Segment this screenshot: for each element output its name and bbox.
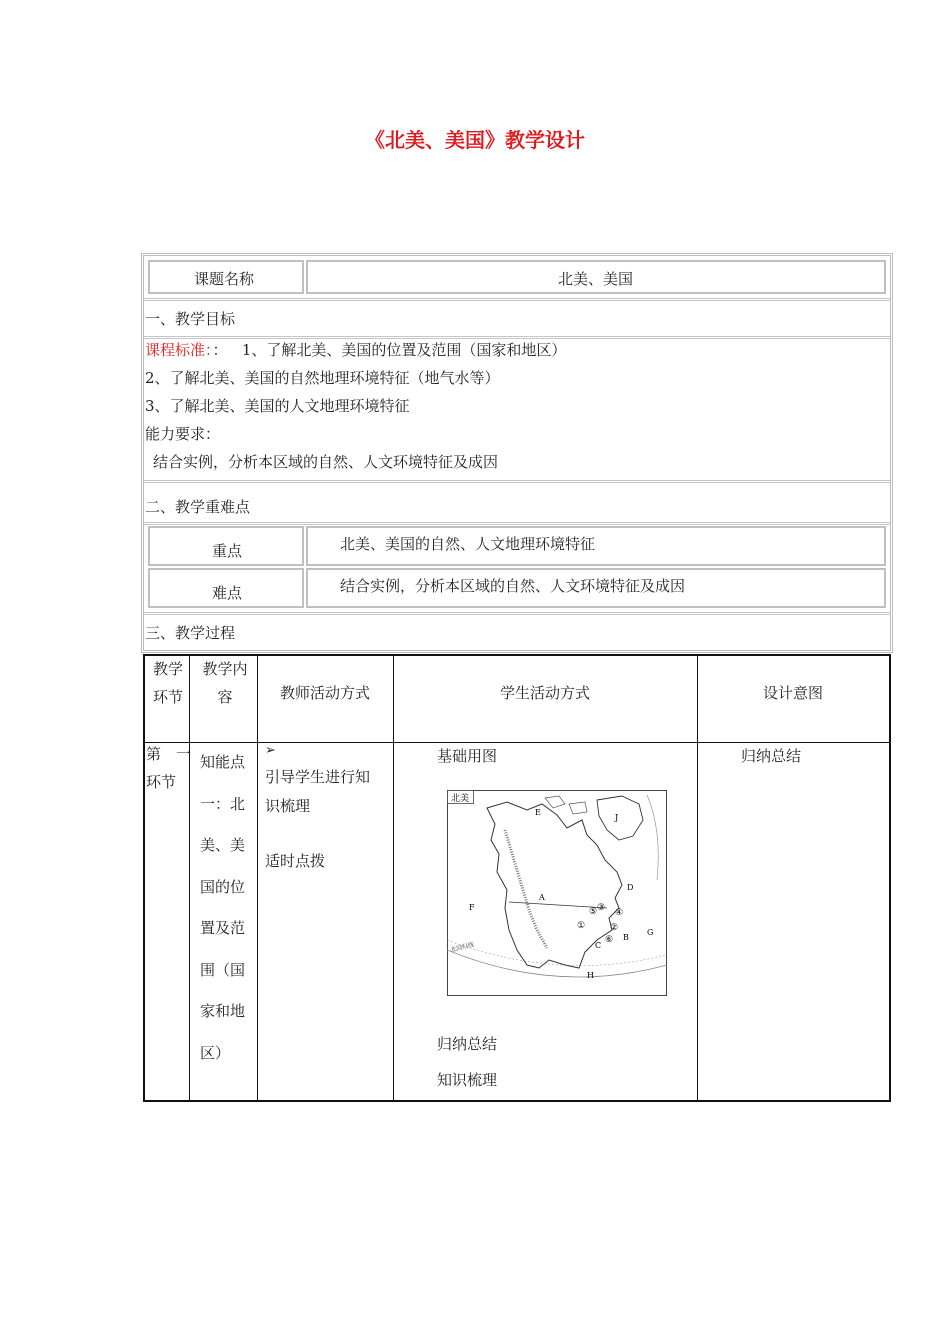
- header-stage: [151, 655, 185, 711]
- student-line: 归纳总结: [437, 1035, 498, 1053]
- content-line: 知能点: [200, 753, 246, 771]
- map-label: G: [647, 928, 654, 937]
- map-corner-label: 北美: [451, 794, 470, 804]
- content-line: 围（国: [200, 960, 246, 979]
- key-point-label-box: [148, 526, 304, 566]
- difficult-point-text-box: [306, 568, 886, 608]
- standard-sep: ：: [212, 341, 228, 359]
- standard-label: 课程标准：: [145, 341, 213, 359]
- map-label: B: [623, 933, 629, 942]
- column-divider: [697, 656, 698, 1100]
- map-label: E: [535, 808, 541, 817]
- content-cell: [200, 742, 245, 1074]
- stage-line: 环节: [146, 773, 177, 791]
- stage-cell: [146, 740, 191, 796]
- section1-heading: 一、教学目标: [145, 310, 236, 328]
- column-divider: [393, 656, 394, 1100]
- ability-label: 能力要求：: [145, 425, 221, 443]
- course-name-value-box: [306, 260, 886, 294]
- content-line: 家和地: [200, 1002, 246, 1020]
- document-title: 《北美、美国》教学设计: [365, 128, 585, 152]
- student-line: 知识梳理: [437, 1071, 498, 1089]
- key-point-label: 重点: [212, 542, 243, 560]
- separator: [144, 480, 890, 483]
- separator: [144, 612, 890, 615]
- header-student: 学生活动方式: [499, 684, 590, 702]
- content-line: 置及范: [200, 919, 246, 937]
- map-label: H: [587, 971, 594, 980]
- teacher-cell: [265, 738, 370, 874]
- header-content-line: 教学内: [202, 660, 248, 678]
- content-line: 区）: [200, 1043, 231, 1062]
- intent-cell: 归纳总结: [741, 747, 802, 765]
- header-stage-line: 环节: [152, 688, 183, 706]
- section3-heading: 三、教学过程: [145, 624, 236, 642]
- content-line: 国的位: [200, 877, 246, 896]
- objective-1: 1、了解北美、美国的位置及范围（国家和地区）: [241, 341, 567, 359]
- map-label: A: [539, 893, 545, 902]
- teacher-extra: 适时点拨: [265, 852, 326, 870]
- map-number: ④: [615, 908, 624, 918]
- course-name-label: 课题名称: [194, 270, 255, 288]
- difficult-point-label-box: [148, 568, 304, 608]
- student-top: 基础用图: [437, 747, 498, 765]
- course-name-label-box: [148, 260, 304, 294]
- difficult-point-label: 难点: [212, 584, 243, 602]
- column-divider: [189, 656, 190, 1100]
- arc-label: 北回归线: [449, 941, 475, 954]
- objectives-frame: [141, 253, 893, 653]
- header-content-line: 容: [217, 688, 233, 706]
- column-divider: [257, 656, 258, 1100]
- content-line: 美、美: [200, 836, 246, 854]
- student-bottom: [437, 1026, 497, 1098]
- course-name-value: 北美、美国: [558, 270, 634, 288]
- objective-3: 3、了解北美、美国的人文地理环境特征: [145, 397, 410, 415]
- north-america-map: [447, 790, 667, 996]
- ability-text: 结合实例，分析本区域的自然、人文环境特征及成因: [153, 453, 499, 471]
- separator: [144, 522, 890, 525]
- key-point-text-box: [306, 526, 886, 566]
- separator: [144, 298, 890, 301]
- header-stage-line: 教学: [152, 660, 183, 678]
- header-teacher: 教师活动方式: [279, 684, 370, 702]
- map-number: ⑥: [605, 935, 614, 945]
- map-number: ①: [577, 921, 586, 931]
- map-label: D: [627, 883, 634, 892]
- objective-2: 2、了解北美、美国的自然地理环境特征（地气水等）: [145, 369, 500, 387]
- teacher-line: 引导学生进行知: [265, 768, 371, 786]
- map-number: ②: [610, 923, 619, 933]
- map-label: J: [615, 813, 619, 822]
- header-content: [193, 655, 257, 711]
- difficult-point-text: 结合实例，分析本区域的自然、人文环境特征及成因: [340, 577, 686, 595]
- teacher-line: 识梳理: [265, 797, 311, 815]
- map-number: ③: [597, 903, 606, 913]
- standard-line: [145, 339, 566, 360]
- stage-line: 第 一: [146, 745, 192, 763]
- section2-heading: 二、教学重难点: [145, 498, 251, 516]
- map-number: ⑤: [589, 907, 598, 917]
- map-label: F: [469, 903, 475, 912]
- header-intent: 设计意图: [762, 684, 823, 702]
- content-line: 一：北: [200, 794, 246, 813]
- bullet-arrow-icon: ➢: [265, 743, 276, 758]
- map-label: C: [595, 941, 602, 950]
- key-point-text: 北美、美国的自然、人文地理环境特征: [340, 535, 596, 553]
